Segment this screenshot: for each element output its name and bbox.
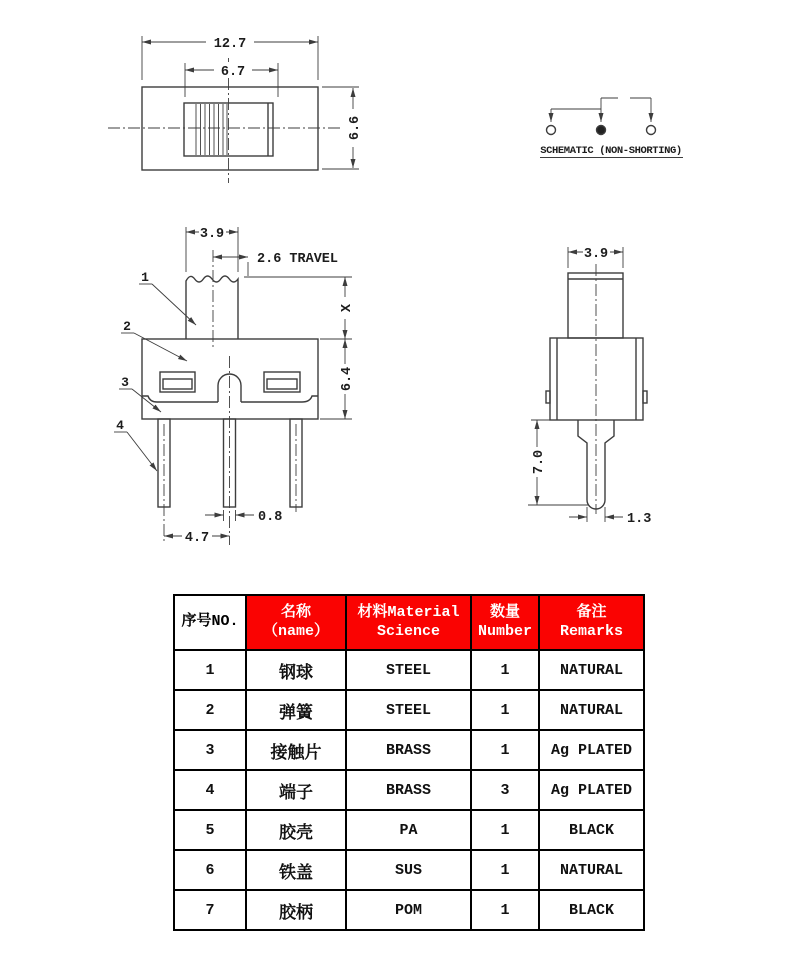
row-5-remarks: BLACK: [539, 810, 644, 850]
callout-4-label: 4: [116, 418, 124, 433]
row-1-remarks: NATURAL: [539, 650, 644, 690]
row-3-no: 3: [174, 730, 246, 770]
bom-header-remarks: [539, 595, 644, 650]
dim-pin-width-side: 1.3: [627, 512, 652, 527]
dim-body-height-group: [337, 364, 355, 394]
row-6-qty: 1: [471, 850, 539, 890]
front-view-centerlines: [164, 250, 296, 545]
row-3-qty: 1: [471, 730, 539, 770]
callout-2-label: 2: [123, 319, 131, 334]
row-6-material: SUS: [346, 850, 471, 890]
row-6-no: 6: [174, 850, 246, 890]
dim-pin-width-front: 0.8: [258, 510, 283, 525]
row-4-name: 端子: [246, 770, 346, 810]
table-row: [174, 650, 644, 690]
dim-top-total-width: 12.7: [213, 37, 247, 52]
row-4-remarks: Ag PLATED: [539, 770, 644, 810]
row-3-name: 接触片: [246, 730, 346, 770]
terminal-left: [547, 126, 556, 135]
header-name-line1: 名称: [280, 603, 311, 621]
knob-ribs: [196, 104, 227, 155]
dim-front-knob-width: 3.9: [199, 227, 225, 242]
schematic: [540, 98, 683, 158]
top-view: [108, 34, 363, 183]
dim-x: X: [340, 303, 355, 313]
dim-top-height: 6.6: [348, 115, 363, 141]
row-1-name: 钢球: [246, 650, 346, 690]
table-row: [174, 690, 644, 730]
header-material-line1: 材料Material: [357, 603, 460, 621]
row-7-no: 7: [174, 890, 246, 930]
row-2-material: STEEL: [346, 690, 471, 730]
header-remarks-line1: 备注: [576, 603, 607, 621]
dim-side-knob-width: 3.9: [583, 247, 609, 262]
row-2-no: 2: [174, 690, 246, 730]
side-view: [528, 244, 651, 527]
table-row: [174, 850, 644, 890]
row-4-qty: 3: [471, 770, 539, 810]
row-5-name: 胶壳: [246, 810, 346, 850]
header-qty-line1: 数量: [489, 603, 520, 621]
schematic-wiring: [551, 98, 651, 122]
table-row: [174, 730, 644, 770]
side-view-outline: [546, 273, 647, 509]
bom-header-qty: [471, 595, 539, 650]
row-4-no: 4: [174, 770, 246, 810]
side-view-dimension-lines: [528, 247, 623, 522]
row-2-name: 弹簧: [246, 690, 346, 730]
row-5-qty: 1: [471, 810, 539, 850]
header-qty-line2: Number: [477, 622, 532, 640]
row-6-remarks: NATURAL: [539, 850, 644, 890]
schematic-label: SCHEMATIC (NON-SHORTING): [540, 145, 682, 157]
row-6-name: 铁盖: [246, 850, 346, 890]
row-7-qty: 1: [471, 890, 539, 930]
row-5-material: PA: [346, 810, 471, 850]
front-view: [114, 224, 355, 546]
dim-pin-length: 7.0: [532, 449, 547, 475]
row-7-name: 胶柄: [246, 890, 346, 930]
row-1-material: STEEL: [346, 650, 471, 690]
dim-pin-pitch: 4.7: [184, 531, 210, 546]
table-row: [174, 890, 644, 930]
header-name-line2: （name）: [262, 622, 329, 640]
row-1-no: 1: [174, 650, 246, 690]
header-material-line2: Science: [376, 622, 440, 640]
row-7-remarks: BLACK: [539, 890, 644, 930]
dim-top-height-group: [345, 109, 363, 147]
row-5-no: 5: [174, 810, 246, 850]
dim-pin-length-group: [529, 447, 547, 477]
callout-3-label: 3: [121, 375, 129, 390]
table-row: [174, 810, 644, 850]
terminal-common: [597, 126, 606, 135]
row-2-remarks: NATURAL: [539, 690, 644, 730]
terminal-right: [647, 126, 656, 135]
dim-top-knob-width: 6.7: [220, 65, 246, 80]
bom-header-material: [346, 595, 471, 650]
callouts: [114, 270, 196, 471]
dim-body-height: 6.4: [340, 366, 355, 392]
dim-travel: 2.6 TRAVEL: [257, 252, 339, 267]
row-3-remarks: Ag PLATED: [539, 730, 644, 770]
dim-x-group: [337, 297, 355, 319]
callout-1-label: 1: [141, 270, 149, 285]
header-remarks-line2: Remarks: [559, 622, 623, 640]
row-3-material: BRASS: [346, 730, 471, 770]
bom-header-no: [174, 595, 246, 650]
table-row: [174, 770, 644, 810]
header-no-text: 序号NO.: [181, 613, 239, 631]
row-1-qty: 1: [471, 650, 539, 690]
row-7-material: POM: [346, 890, 471, 930]
row-2-qty: 1: [471, 690, 539, 730]
bom-header-name: [246, 595, 346, 650]
front-view-outline: [142, 276, 318, 507]
row-4-material: BRASS: [346, 770, 471, 810]
top-view-outline: [142, 87, 318, 170]
bom-table: [173, 594, 645, 931]
bom-header-row: [174, 595, 644, 650]
